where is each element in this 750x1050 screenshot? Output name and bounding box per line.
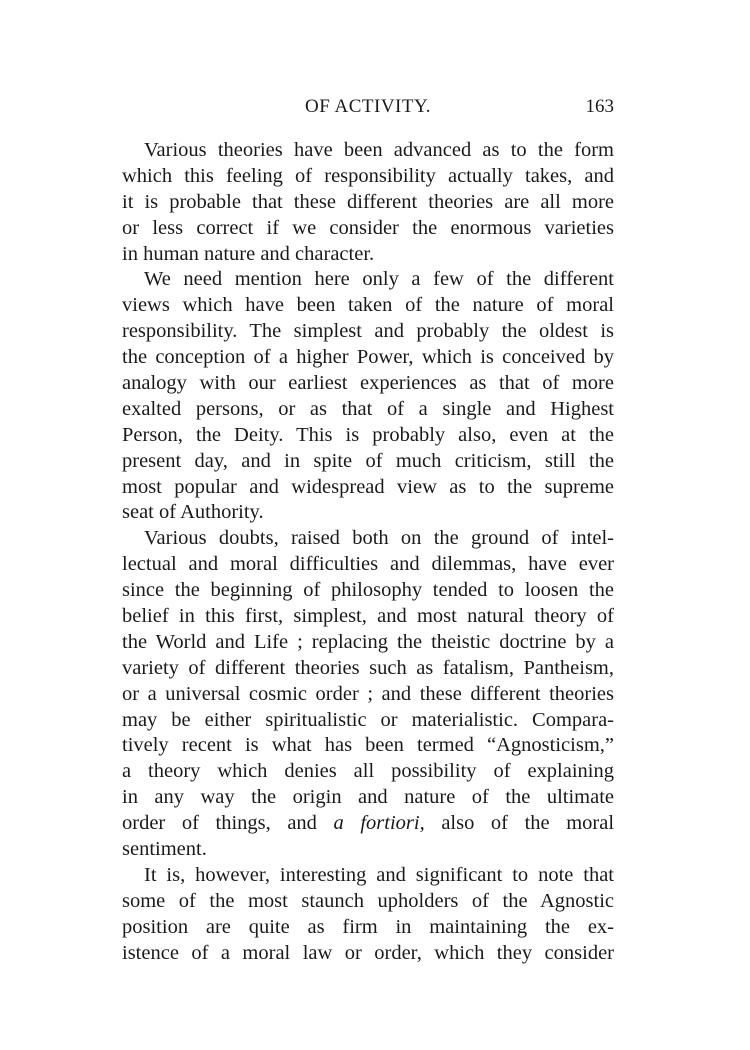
- text-line: position are quite as firm in maintaining the ex-: [122, 915, 614, 938]
- text-segment: order of things, and: [122, 812, 317, 835]
- text-line: which this feeling of responsibility actually takes, and: [122, 164, 614, 187]
- text-line: responsibility. The simplest and probably the oldest is: [122, 320, 614, 343]
- text-line: may be either spiritualistic or materialistic. Compara-: [122, 708, 614, 731]
- page-number: 163: [585, 96, 614, 117]
- text-line: present day, and in spite of much criticism, still the: [122, 449, 614, 472]
- text-line-with-italic: [122, 811, 614, 837]
- text-line: sentiment.: [122, 838, 207, 861]
- text-line: or less correct if we consider the enormous varieties: [122, 216, 614, 239]
- text-line: a theory which denies all possibility of explaining: [122, 760, 614, 783]
- running-title: OF ACTIVITY.: [305, 96, 431, 117]
- text-line: We need mention here only a few of the different: [144, 268, 614, 291]
- text-line: most popular and widespread view as to the supreme: [122, 475, 614, 498]
- text-segment: also of the moral: [441, 812, 615, 835]
- text-line: seat of Authority.: [122, 501, 264, 524]
- text-line: tively recent is what has been termed “Agnosticism,”: [122, 734, 614, 757]
- text-line: analogy with our earliest experiences as that of more: [122, 372, 614, 395]
- running-head: [122, 96, 614, 120]
- text-line: in human nature and character.: [122, 242, 375, 265]
- text-line: or a universal cosmic order ; and these different theories: [122, 682, 614, 705]
- body-text: [122, 138, 614, 967]
- text-line: Person, the Deity. This is probably also, even at the: [122, 423, 614, 446]
- text-line: It is, however, interesting and significant to note that: [144, 863, 614, 886]
- text-line: views which have been taken of the nature of moral: [122, 294, 614, 317]
- italic-phrase: a fortiori,: [333, 812, 425, 835]
- text-line: the conception of a higher Power, which is conceived by: [122, 346, 614, 369]
- text-line: it is probable that these different theories are all more: [122, 190, 614, 213]
- text-line: istence of a moral law or order, which they consider: [122, 941, 614, 964]
- text-line: the World and Life ; replacing the theistic doctrine by a: [122, 630, 614, 653]
- text-line: since the beginning of philosophy tended to loosen the: [122, 579, 614, 602]
- text-line: in any way the origin and nature of the ultimate: [122, 786, 614, 809]
- text-line: lectual and moral difficulties and dilemmas, have ever: [122, 553, 614, 576]
- text-line: belief in this first, simplest, and most natural theory of: [122, 605, 614, 628]
- text-line: exalted persons, or as that of a single and Highest: [122, 397, 614, 420]
- text-line: variety of different theories such as fatalism, Pantheism,: [122, 656, 614, 679]
- text-line: some of the most staunch upholders of the Agnostic: [122, 889, 614, 912]
- text-line: Various doubts, raised both on the ground of intel-: [144, 527, 614, 550]
- text-line: Various theories have been advanced as to the form: [144, 139, 614, 161]
